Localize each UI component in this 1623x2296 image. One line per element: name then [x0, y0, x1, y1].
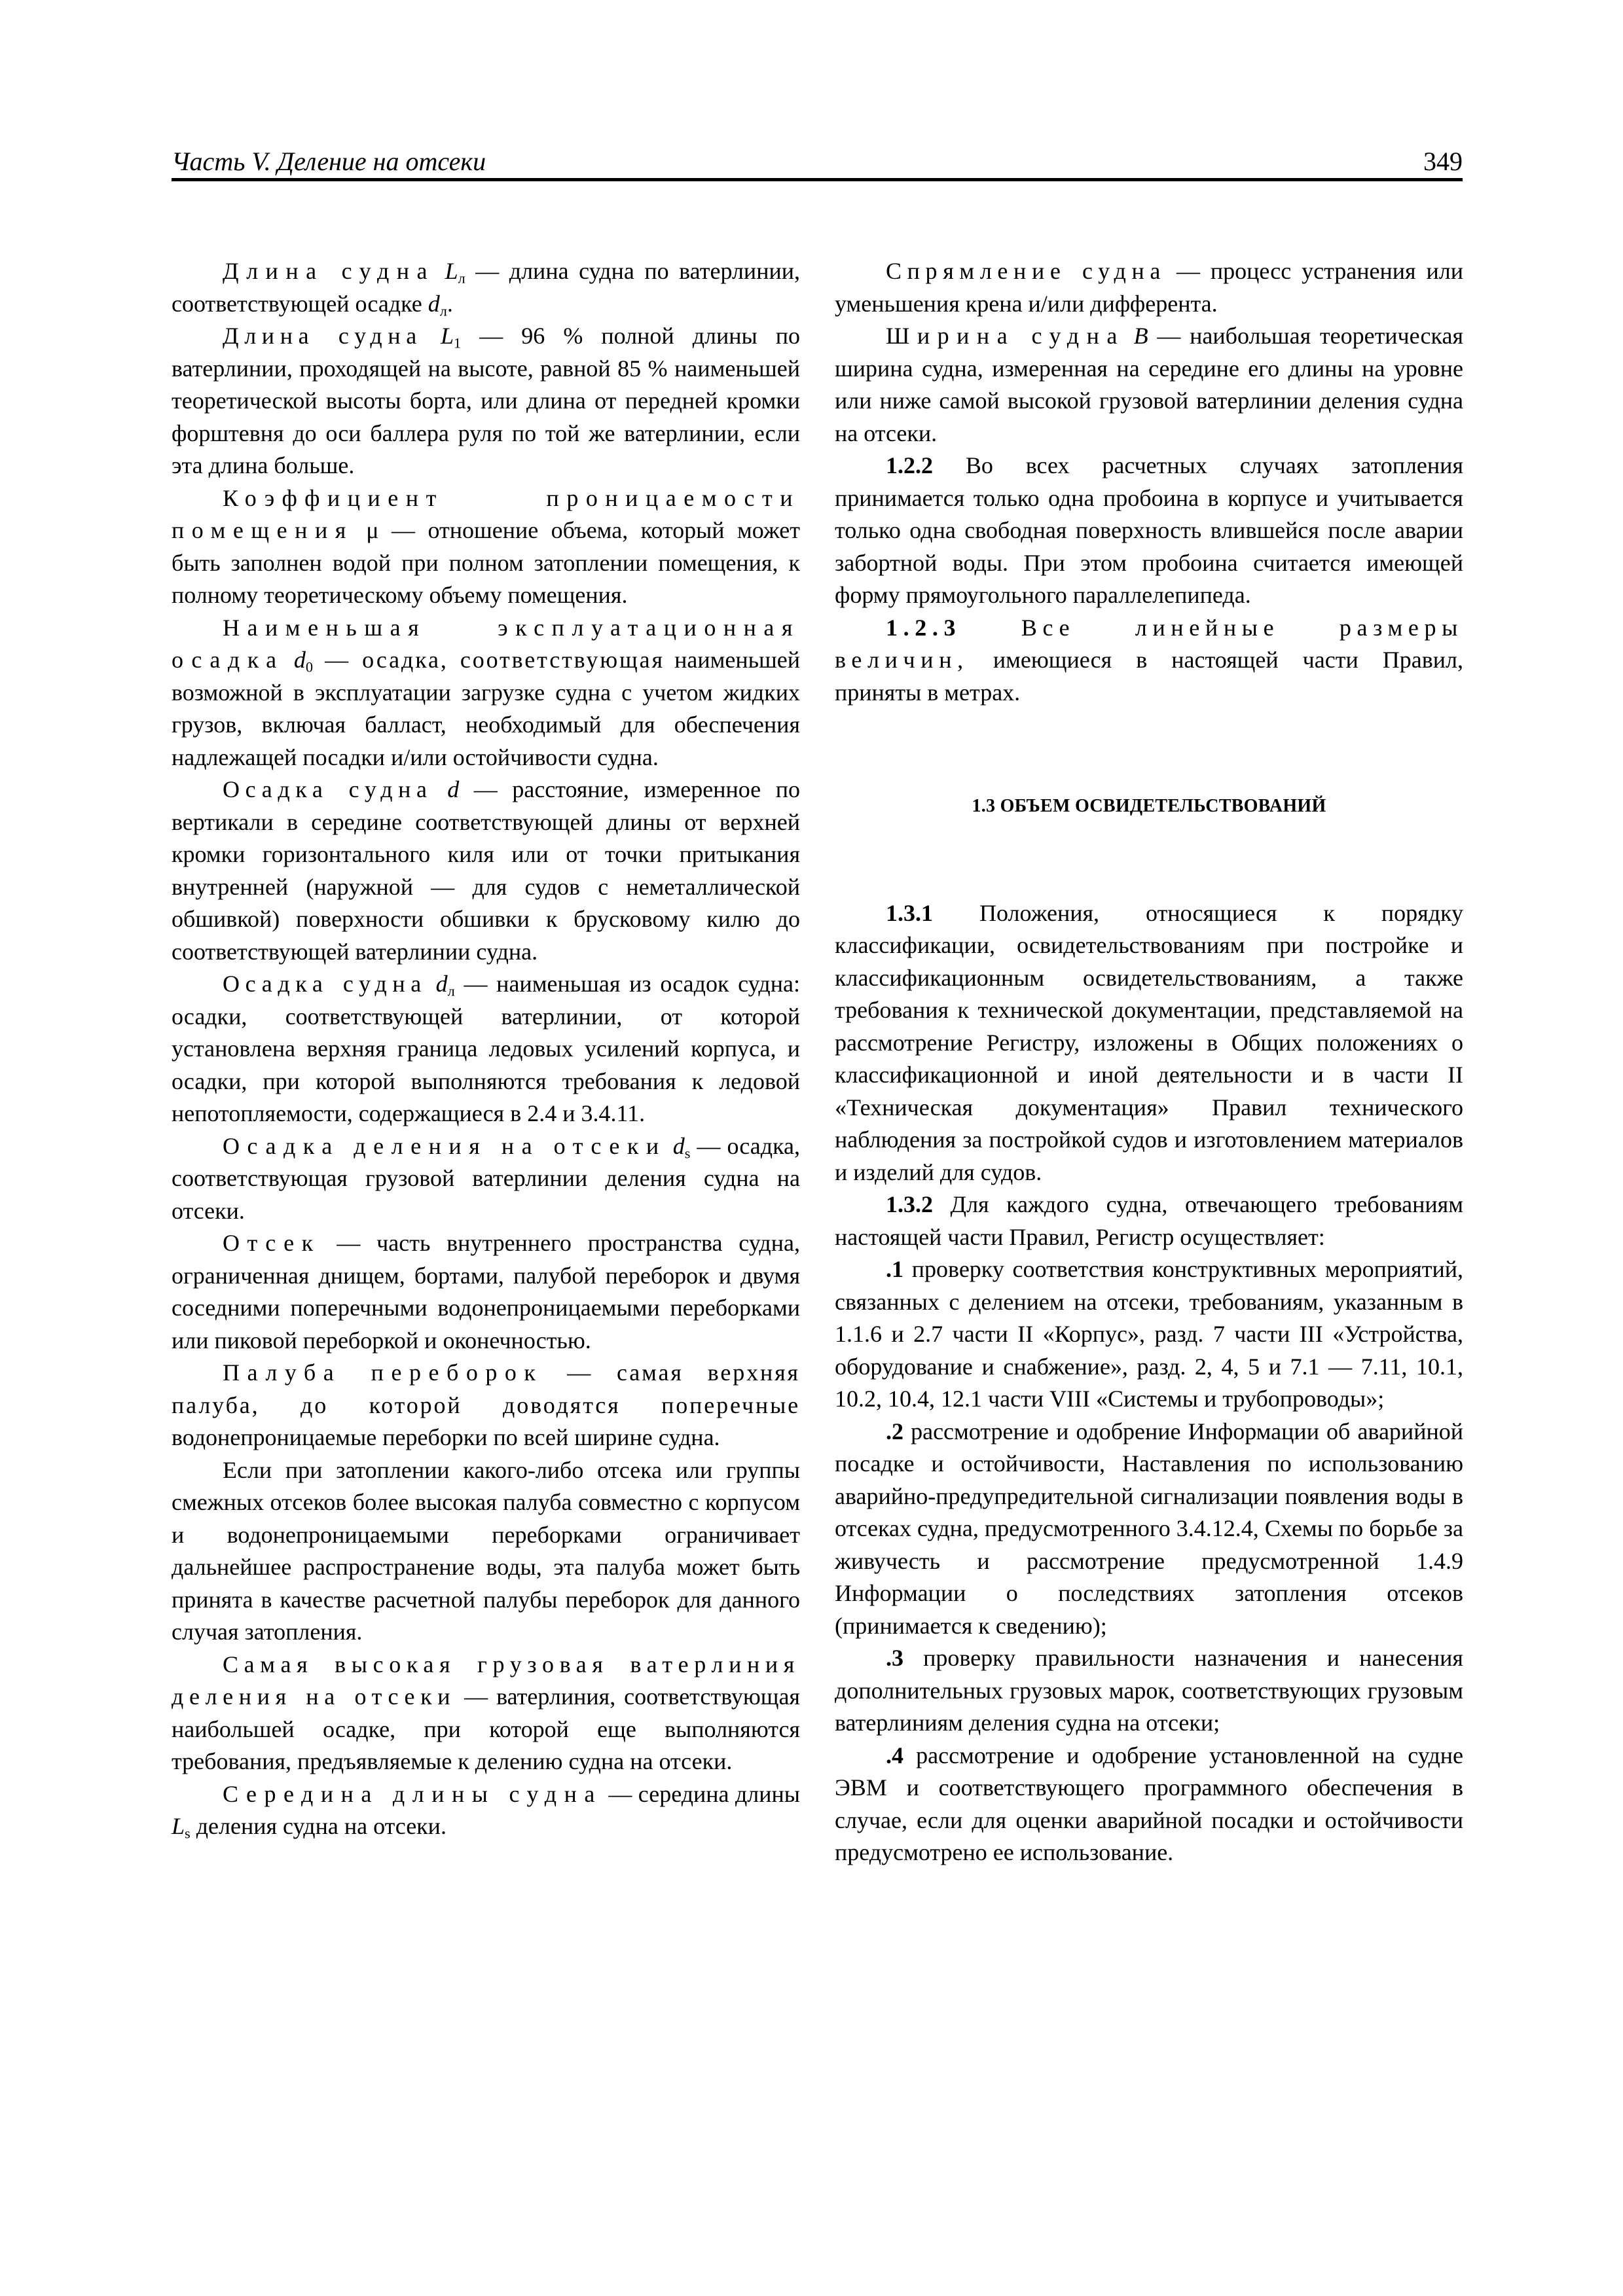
header-title: Часть V. Деление на отсеки	[172, 147, 486, 176]
clause-1-3-2: 1.3.2 Для каждого судна, отвечающего требованиям настоящей части Правил, Регистр осуществляет:	[835, 1191, 1463, 1250]
definition-draught: Осадка судна d — расстояние, измеренное по вертикали в середине соответствующей длины от верхней кромки горизонтального киля или от точки притыкания внутренней (наружной — для судов с неметаллической обшивкой) поверхности обшивки к брусковому килю до соответствующей ватерлинии судна.	[172, 776, 800, 965]
page-number: 349	[1423, 147, 1463, 176]
definition-breadth: Ширина судна B — наибольшая теоретическая ширина судна, измеренная на середине его длины на уровне или ниже самой высокой грузовой ватерлинии деления судна на отсеки.	[835, 323, 1464, 446]
definition-waterline-length: Длина судна $L_л$ — длина судна по ватерлинии, соответствующей осадке $d_л$.	[172, 258, 800, 319]
definition-permeability: Коэффициент проницаемости помещения μ — отношение объема, который может быть заполнен водой при полном затоплении помещения, к полному теоретическому объему помещения.	[172, 484, 800, 608]
clause-1-2-3: 1.2.3 Все линейные размеры величин, имеющиеся в настоящей части Правил, приняты в метрах.	[835, 614, 1463, 706]
right-column	[835, 255, 1463, 1869]
definition-subdivision-draught: Осадка деления на отсеки $d_s$ — осадка, соответствующая грузовой ватерлинии деления судна на отсеки.	[172, 1132, 800, 1224]
item-4: .4 рассмотрение и одобрение установленной на судне ЭВМ и соответствующего программного обеспечения в случае, если для оценки аварийной посадки и остойчивости предусмотрено ее использование.	[835, 1742, 1463, 1865]
definition-deepest-subdivision-waterline: Самая высокая грузовая ватерлиния деления на отсеки — ватерлиния, соответствующая наибольшей осадке, при которой еще выполняются требования, предъявляемые к делению судна на отсеки.	[172, 1651, 800, 1774]
definition-bulkhead-deck: Палуба переборок — самая верхняя палуба, до которой доводятся поперечные водонепроницаемые переборки по всей ширине судна.	[172, 1359, 800, 1450]
definition-compartment: Отсек — часть внутреннего пространства судна, ограниченная днищем, бортами, палубой переборок и двумя соседними поперечными водонепроницаемыми переборками или пиковой переборкой и оконечностью.	[172, 1230, 800, 1354]
paragraph-calculation-deck: Если при затоплении какого-либо отсека или группы смежных отсеков более высокая палуба совместно с корпусом и водонепроницаемыми переборками ограничивает дальнейшее распространение воды, эта палуба может быть принята в качестве расчетной палубы переборок для данного случая затопления.	[172, 1456, 800, 1645]
section-heading: 1.3 ОБЪЕМ ОСВИДЕТЕЛЬСТВОВАНИЙ	[972, 796, 1326, 816]
clause-1-2-2: 1.2.2 Во всех расчетных случаях затопления принимается только одна пробоина в корпусе и учитывается только одна свободная поверхность влившейся после аварии забортной воды. При этом пробоина считается имеющей форму прямоугольного параллелепипеда.	[835, 452, 1463, 608]
page-header	[172, 145, 1463, 181]
left-column	[172, 255, 800, 1843]
item-1: .1 проверку соответствия конструктивных мероприятий, связанных с делением на отсеки, требованиям, указанным в 1.1.6 и 2.7 части II «Корпус», разд. 7 части III «Устройства, оборудование и снабжение», разд. 2, 4, 5 и 7.1 — 7.11, 10.1, 10.2, 10.4, 12.1 части VIII «Системы и трубопроводы»;	[835, 1256, 1463, 1412]
definition-righting: Спрямление судна — процесс устранения или уменьшения крена и/или дифферента.	[835, 258, 1464, 317]
definition-ice-draught: Осадка судна $d_л$ — наименьшая из осадок судна: осадки, соответствующей ватерлинии, от которой установлена верхняя граница ледовых усилений корпуса, и осадки, при которой выполняются требования к ледовой непотопляемости, содержащиеся в 2.4 и 3.4.11.	[172, 971, 800, 1126]
clause-1-3-1: 1.3.1 Положения, относящиеся к порядку классификации, освидетельствованиям при постройке и классификационным освидетельствованиям, а также требования к технической документации, представляемой на рассмотрение Регистру, изложены в Общих положениях о классификационной и иной деятельности и в части II «Техническая документация» Правил технического наблюдения за постройкой судов и изготовлением материалов и изделий для судов.	[835, 899, 1463, 1185]
definition-lightest-draught: Наименьшая эксплуатационная осадка $d_0$ — осадка, соответствующая наименьшей возможной в эксплуатации загрузке судна с учетом жидких грузов, включая балласт, необходимый для обеспечения надлежащей посадки и/или остойчивости судна.	[172, 614, 801, 770]
item-3: .3 проверку правильности назначения и нанесения дополнительных грузовых марок, соответствующих грузовым ватерлиниям деления судна на отсеки;	[835, 1645, 1463, 1736]
item-2: .2 рассмотрение и одобрение Информации об аварийной посадке и остойчивости, Наставления по использованию аварийно-предупредительной сигнализации появления воды в отсеках судна, предусмотренного 3.4.12.4, Схемы по борьбе за живучесть и рассмотрение предусмотренной 1.4.9 Информации о последствиях затопления отсеков (принимается к сведению);	[835, 1418, 1463, 1639]
definition-mid-length: Середина длины судна — середина длины $L_s$ деления судна на отсеки.	[172, 1780, 800, 1842]
definition-ship-length-l1: Длина судна $L_1$ — 96 % полной длины по ватерлинии, проходящей на высоте, равной 85 % наименьшей теоретической высоты борта, или длина от передней кромки форштевня до оси баллера руля по той же ватерлинии, если эта длина больше.	[172, 323, 801, 478]
